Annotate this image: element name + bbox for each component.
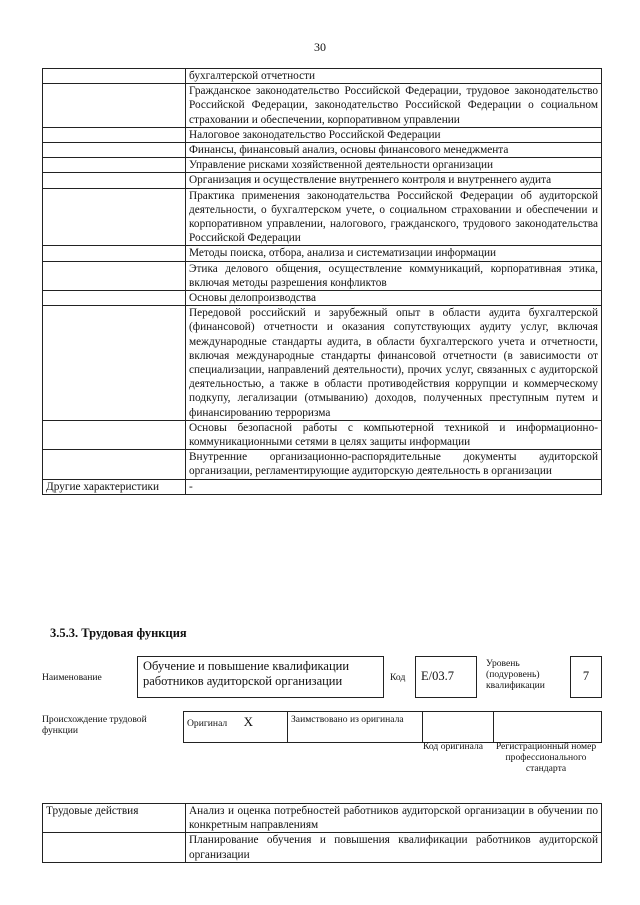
knowledge-item: Практика применения законодательства Российской Федерации об аудиторской деятельности, о бухгалтерском учете, о социальном страховании и обеспечении и корпоративном управлении, налогового, гражданского, трудового законодательства Российской Федерации bbox=[186, 188, 602, 246]
knowledge-row bbox=[43, 420, 602, 449]
section-title: 3.5.3. Трудовая функция bbox=[50, 626, 187, 640]
origin-reg-cell bbox=[494, 712, 602, 743]
action-item: Анализ и оценка потребностей работников аудиторской организации в обучении по конкретным направлениям bbox=[186, 804, 602, 833]
actions-body bbox=[43, 804, 602, 863]
knowledge-item: Основы безопасной работы с компьютерной техникой и информационно-коммуникационными сетями в целях защиты информации bbox=[186, 420, 602, 449]
knowledge-row bbox=[43, 127, 602, 142]
knowledge-body bbox=[43, 69, 602, 480]
function-code-label: Код bbox=[390, 672, 406, 683]
origin-original-mark: X bbox=[243, 714, 253, 729]
page-number: 30 bbox=[314, 40, 326, 54]
other-characteristics-value: - bbox=[186, 479, 602, 494]
knowledge-item: Финансы, финансовый анализ, основы финансового менеджмента bbox=[186, 143, 602, 158]
knowledge-table bbox=[42, 68, 602, 495]
actions-table bbox=[42, 803, 602, 863]
knowledge-label-cell bbox=[43, 261, 186, 290]
origin-borrowed-label: Заимствовано из оригинала bbox=[288, 712, 423, 743]
knowledge-row bbox=[43, 306, 602, 421]
knowledge-item: Основы делопроизводства bbox=[186, 291, 602, 306]
knowledge-row bbox=[43, 158, 602, 173]
function-level-label: Уровень (подуровень) квалификации bbox=[486, 658, 545, 691]
knowledge-label-cell bbox=[43, 69, 186, 84]
function-name-value: Обучение и повышение квалификации работников аудиторской организации bbox=[137, 656, 384, 698]
origin-original-label: Оригинал bbox=[187, 718, 228, 729]
origin-table bbox=[183, 711, 602, 743]
origin-code-caption: Код оригинала bbox=[422, 741, 484, 752]
origin-reg-caption: Регистрационный номер профессионального стандарта bbox=[495, 741, 597, 774]
actions-label: Трудовые действия bbox=[43, 804, 186, 833]
knowledge-row bbox=[43, 291, 602, 306]
knowledge-label-cell bbox=[43, 306, 186, 421]
knowledge-label-cell bbox=[43, 158, 186, 173]
function-code-value: E/03.7 bbox=[415, 656, 477, 698]
knowledge-label-cell bbox=[43, 246, 186, 261]
knowledge-item: Методы поиска, отбора, анализа и систематизации информации bbox=[186, 246, 602, 261]
knowledge-item: Организация и осуществление внутреннего контроля и внутреннего аудита bbox=[186, 173, 602, 188]
knowledge-row bbox=[43, 173, 602, 188]
knowledge-row bbox=[43, 84, 602, 128]
knowledge-label-cell bbox=[43, 84, 186, 128]
other-characteristics-label: Другие характеристики bbox=[43, 479, 186, 494]
knowledge-row bbox=[43, 450, 602, 479]
knowledge-label-cell bbox=[43, 173, 186, 188]
knowledge-row bbox=[43, 246, 602, 261]
function-level-value: 7 bbox=[570, 656, 602, 698]
knowledge-row bbox=[43, 143, 602, 158]
knowledge-item: бухгалтерской отчетности bbox=[186, 69, 602, 84]
knowledge-label-cell bbox=[43, 291, 186, 306]
knowledge-row bbox=[43, 188, 602, 246]
knowledge-row bbox=[43, 261, 602, 290]
other-characteristics-row bbox=[43, 479, 602, 494]
knowledge-item: Налоговое законодательство Российской Федерации bbox=[186, 127, 602, 142]
knowledge-item: Внутренние организационно-распорядительные документы аудиторской организации, регламентирующие аудиторскую деятельность в организации bbox=[186, 450, 602, 479]
origin-code-cell bbox=[423, 712, 494, 743]
knowledge-item: Этика делового общения, осуществление коммуникаций, корпоративная этика, включая методы разрешения конфликтов bbox=[186, 261, 602, 290]
actions-label-cell bbox=[43, 833, 186, 862]
knowledge-label-cell bbox=[43, 188, 186, 246]
knowledge-label-cell bbox=[43, 143, 186, 158]
knowledge-label-cell bbox=[43, 450, 186, 479]
origin-label: Происхождение трудовой функции bbox=[42, 714, 147, 736]
function-name-label: Наименование bbox=[42, 672, 102, 683]
origin-original-cell bbox=[184, 712, 288, 743]
action-item: Планирование обучения и повышения квалификации работников аудиторской организации bbox=[186, 833, 602, 862]
knowledge-item: Управление рисками хозяйственной деятельности организации bbox=[186, 158, 602, 173]
action-row bbox=[43, 804, 602, 833]
knowledge-row bbox=[43, 69, 602, 84]
knowledge-label-cell bbox=[43, 420, 186, 449]
action-row bbox=[43, 833, 602, 862]
knowledge-item: Передовой российский и зарубежный опыт в области аудита бухгалтерской (финансовой) отчетности и оказания сопутствующих аудиту услуг, включая международные стандарты аудита, в области бухгалтерского учета и отчетности, включая международные стандарты финансовой отчетности (в зависимости от специализации, направлений деятельности), прочих услуг, связанных с аудиторской деятельностью, а также в области противодействия коррупции и коммерческому подкупу, легализации (отмыванию) доходов, полученных преступным путем и финансированию терроризма bbox=[186, 306, 602, 421]
knowledge-label-cell bbox=[43, 127, 186, 142]
knowledge-item: Гражданское законодательство Российской Федерации, трудовое законодательство Российской Федерации, законодательство Российской Федерации о социальном страховании и обеспечении, корпоративном управлении bbox=[186, 84, 602, 128]
